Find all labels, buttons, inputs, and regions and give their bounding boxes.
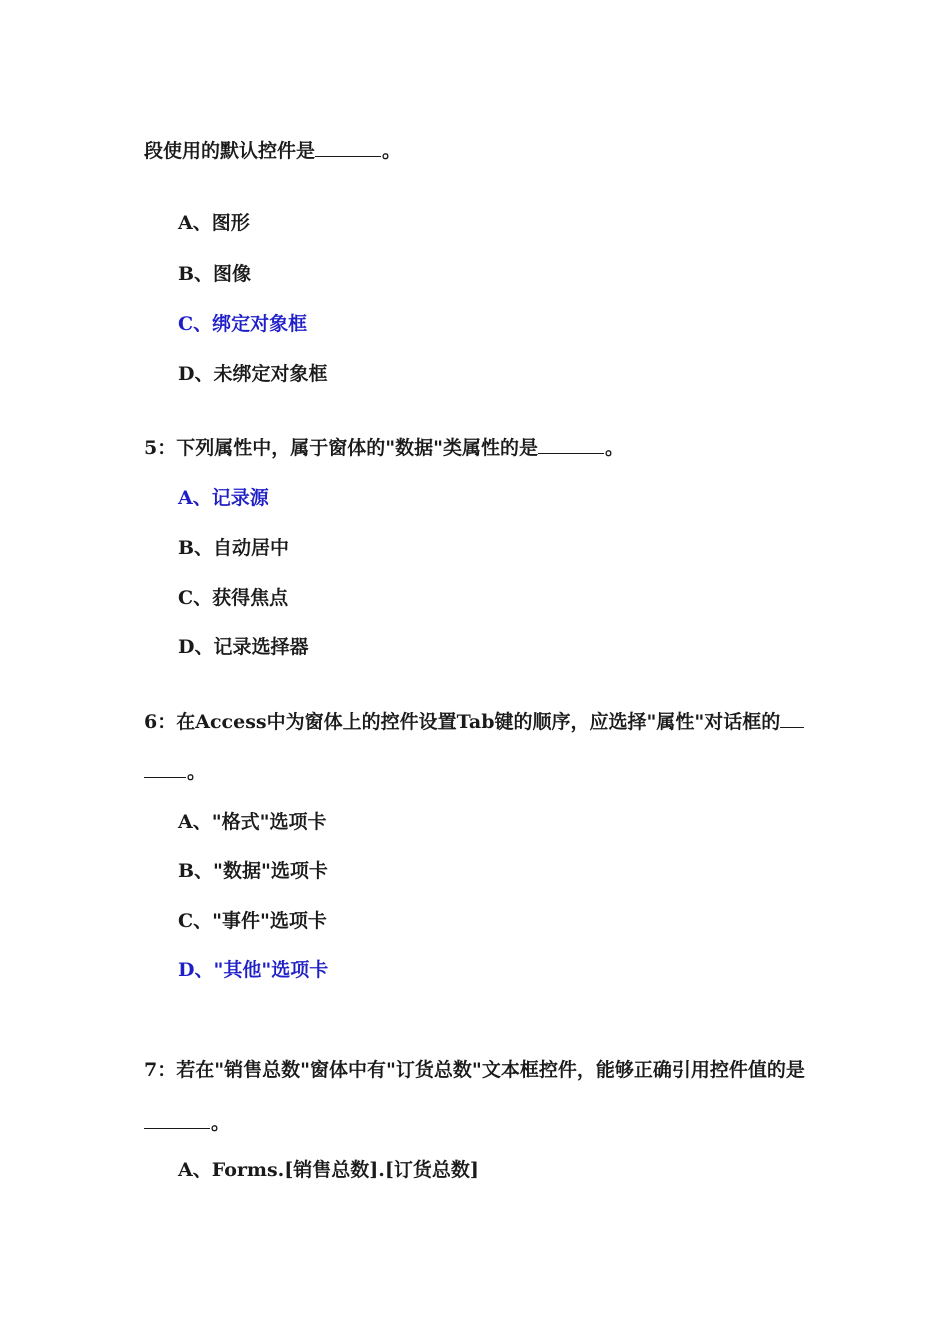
answer-blank xyxy=(538,436,604,454)
question-end-mark: 。 xyxy=(605,437,625,459)
question-5-stem xyxy=(144,436,624,460)
option-a-correct: A、记录源 xyxy=(178,487,269,509)
question-4-stem-tail xyxy=(144,139,401,163)
option-a: A、Forms.[销售总数].[订货总数] xyxy=(178,1159,479,1181)
option-b: B、自动居中 xyxy=(178,537,290,559)
answer-blank-part-2 xyxy=(144,760,186,778)
question-text: 段使用的默认控件是 xyxy=(144,140,316,162)
question-text: 6：在Access中为窗体上的控件设置Tab键的顺序，应选择"属性"对话框的 xyxy=(144,711,781,733)
option-b: B、图像 xyxy=(178,263,252,285)
option-a: A、"格式"选项卡 xyxy=(178,811,327,833)
question-6-stem xyxy=(144,710,805,734)
answer-blank xyxy=(144,1111,210,1129)
option-b: B、"数据"选项卡 xyxy=(178,860,328,882)
option-c-correct: C、绑定对象框 xyxy=(178,313,308,335)
answer-blank-part-1 xyxy=(780,710,804,728)
option-c: C、获得焦点 xyxy=(178,587,289,609)
question-6-stem-wrap xyxy=(144,760,206,784)
question-7-stem-wrap xyxy=(144,1111,230,1135)
question-text: 5：下列属性中，属于窗体的"数据"类属性的是 xyxy=(144,437,539,459)
option-a: A、图形 xyxy=(178,212,250,234)
option-d: D、记录选择器 xyxy=(178,636,309,658)
question-end-mark: 。 xyxy=(382,140,402,162)
question-end-mark: 。 xyxy=(187,761,207,783)
question-end-mark: 。 xyxy=(211,1112,231,1134)
option-d-correct: D、"其他"选项卡 xyxy=(178,959,329,981)
answer-blank xyxy=(315,139,381,157)
option-d: D、未绑定对象框 xyxy=(178,363,328,385)
question-7-stem: 7：若在"销售总数"窗体中有"订货总数"文本框控件，能够正确引用控件值的是 xyxy=(144,1059,805,1081)
option-c: C、"事件"选项卡 xyxy=(178,910,327,932)
